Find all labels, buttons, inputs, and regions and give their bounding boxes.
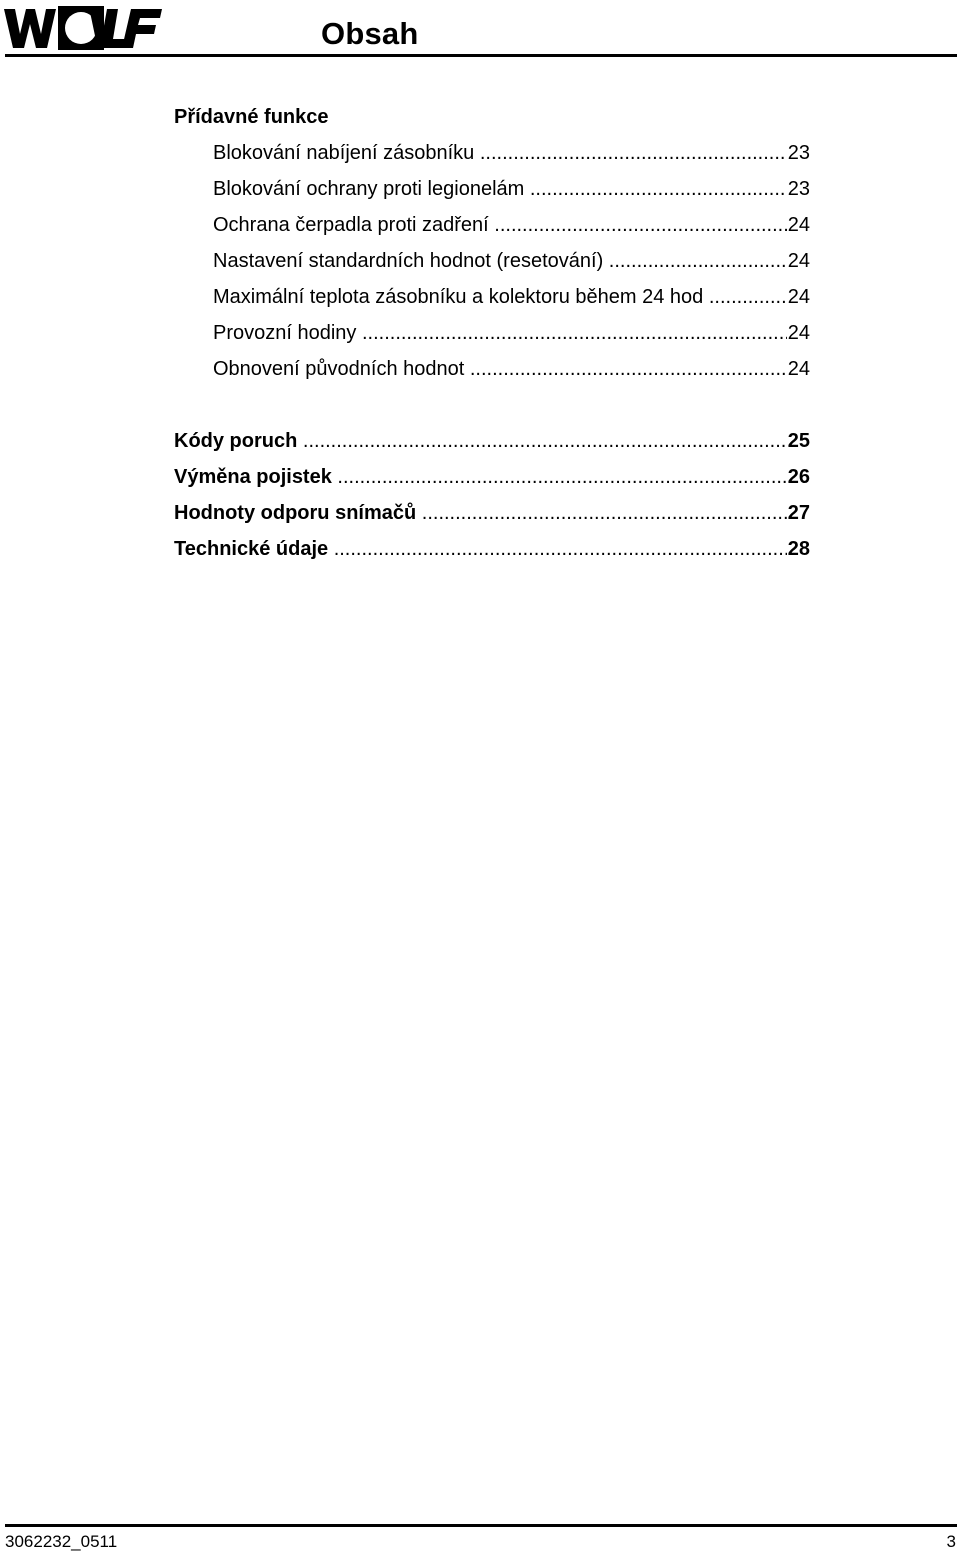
- toc-entry-label: Výměna pojistek .....: [174, 463, 810, 491]
- toc-entry[interactable]: [174, 355, 810, 391]
- toc-main-entry[interactable]: [174, 499, 810, 535]
- toc-entry-page: 28: [787, 535, 810, 563]
- toc-entry-page: 23: [787, 139, 810, 167]
- document-code: 3062232_0511: [5, 1532, 118, 1551]
- toc-entry[interactable]: [174, 283, 810, 319]
- toc-entry[interactable]: [174, 211, 810, 247]
- toc-entry-label: Blokování ochrany proti legionelám .....: [213, 175, 810, 203]
- toc-entry-page: 26: [787, 463, 810, 491]
- header-rule: [5, 54, 957, 57]
- page-title: Obsah: [321, 16, 419, 51]
- toc-entry[interactable]: [174, 319, 810, 355]
- toc-entry-page: 24: [787, 283, 810, 311]
- toc-entry-label: Blokování nabíjení zásobníku .....: [213, 139, 810, 167]
- toc-entry-label: Technické údaje .....: [174, 535, 810, 563]
- toc-entry-page: 23: [787, 175, 810, 203]
- footer-rule: [5, 1524, 957, 1527]
- toc-entry-label: Ochrana čerpadla proti zadření .....: [213, 211, 810, 239]
- page-number: 3: [946, 1532, 956, 1551]
- toc-entry-page: 27: [787, 499, 810, 527]
- toc-entry-label: Obnovení původních hodnot .....: [213, 355, 810, 383]
- toc-entry-label: Hodnoty odporu snímačů .....: [174, 499, 810, 527]
- toc-entry-page: 24: [787, 319, 810, 347]
- toc-entry-label: Kódy poruch .....: [174, 427, 810, 455]
- toc-entry-label: Maximální teplota zásobníku a kolektoru během 24 hod .....: [213, 283, 810, 311]
- wolf-logo: [4, 6, 162, 50]
- toc-entry-page: 24: [787, 355, 810, 383]
- toc-entry-page: 24: [787, 211, 810, 239]
- toc-entry[interactable]: [174, 139, 810, 175]
- table-of-contents: [174, 103, 810, 571]
- toc-main-entry[interactable]: [174, 427, 810, 463]
- toc-entry-page: 25: [787, 427, 810, 455]
- toc-main-entry[interactable]: [174, 535, 810, 571]
- toc-main-entry[interactable]: [174, 463, 810, 499]
- toc-entry[interactable]: [174, 175, 810, 211]
- toc-entry-label: Provozní hodiny .....: [213, 319, 810, 347]
- toc-entry-page: 24: [787, 247, 810, 275]
- toc-section-heading: Přídavné funkce: [174, 106, 329, 128]
- toc-entry[interactable]: [174, 247, 810, 283]
- toc-entry-label: Nastavení standardních hodnot (resetování) .....: [213, 247, 810, 275]
